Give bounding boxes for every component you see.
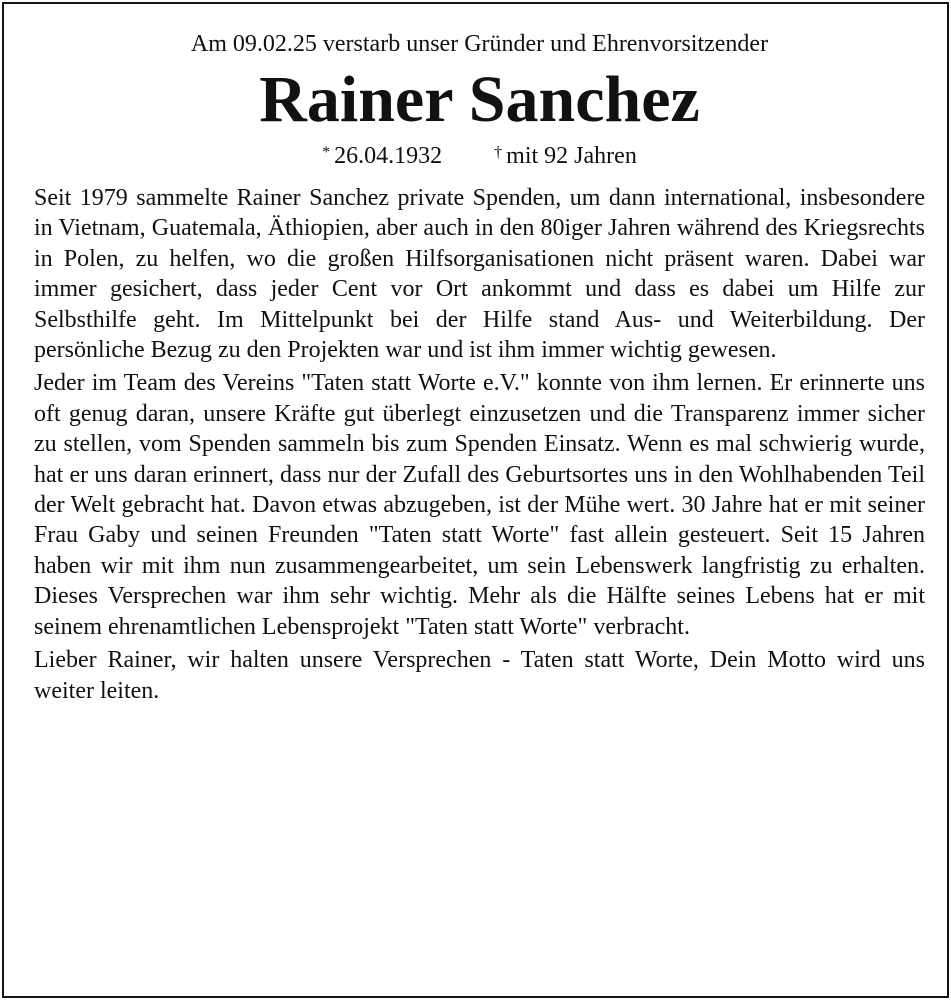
age-text: mit 92 Jahren [506,143,637,169]
deceased-name: Rainer Sanchez [259,63,700,136]
birth-date: 26.04.1932 [334,143,443,169]
birth-symbol: * [322,144,331,161]
paragraph-biography: Seit 1979 sammelte Rainer Sanchez private Spenden, um dann international, insbesondere in Vietnam, Guatemala, Äthiopien, aber auch in den 80iger Jahren während des Kriegsrechts in Polen, zu helfen, wo die großen Hilfsorganisationen nicht präsent waren. Dabei war immer gesichert, dass jeder Cent vor Ort ankommt und dass es dabei um Hilfe zur Selbsthilfe geht. Im Mittelpunkt bei der Hilfe stand Aus- und Weiterbildung. Der persönliche Bezug zu den Projekten war und ist ihm immer wichtig gewesen. [34,185,925,364]
death-symbol: † [494,144,503,161]
paragraph-farewell: Lieber Rainer, wir halten unsere Versprechen - Taten statt Worte, Dein Motto wird uns weiter leiten. [34,647,925,704]
obituary-frame [2,2,949,998]
intro-line: Am 09.02.25 verstarb unser Gründer und Ehrenvorsitzender [190,31,769,57]
life-dates [34,138,925,171]
obituary-content [34,26,925,709]
paragraph-team: Jeder im Team des Vereins "Taten statt Worte e.V." konnte von ihm lernen. Er erinnerte uns oft genug daran, unsere Kräfte gut überlegt einzusetzen und die Transparenz immer sicher zu stellen, vom Spenden sammeln bis zum Spenden Einsatz. Wenn es mal schwierig wurde, hat er uns daran erinnert, dass nur der Zufall des Geburtsortes uns in den Wohlhabenden Teil der Welt gebracht hat. Davon etwas abzugeben, ist der Mühe wert. 30 Jahre hat er mit seiner Frau Gaby und seinen Freunden "Taten statt Worte" fast allein gesteuert. Seit 15 Jahren haben wir mit ihm nun zusammengearbeitet, um sein Lebenswerk langfristig zu erhalten. Dieses Versprechen war ihm sehr wichtig. Mehr als die Hälfte seines Lebens hat er mit seinem ehrenamtlichen Lebensprojekt "Taten statt Worte" verbracht. [34,370,925,640]
